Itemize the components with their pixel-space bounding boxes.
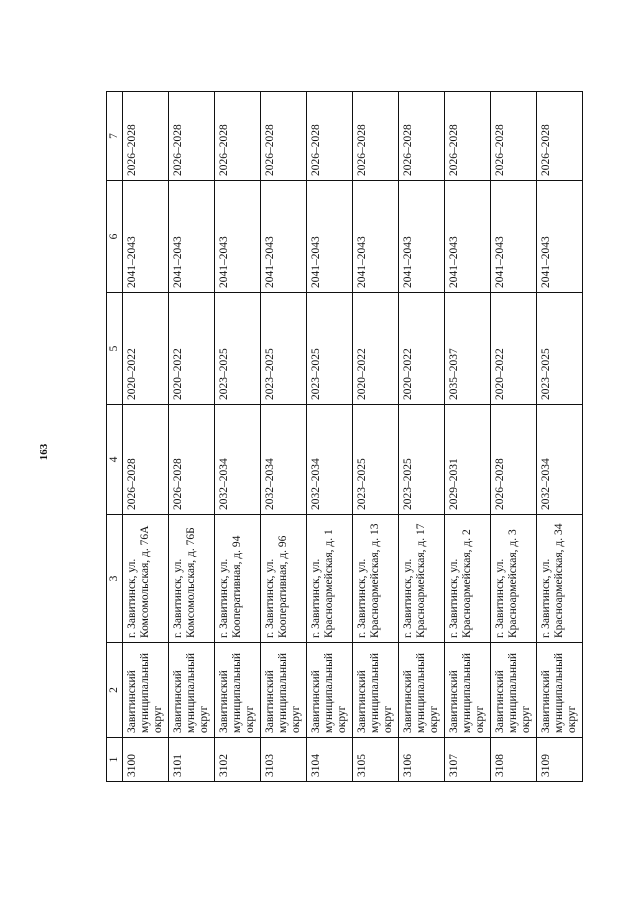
address-cell: г. Завитинск, ул. Кооперативная, д. 96 <box>261 515 307 643</box>
district-cell: Завитинский муниципальный округ <box>169 643 215 738</box>
address-cell: г. Завитинск, ул. Красноармейская, д. 3 <box>491 515 537 643</box>
address-cell: г. Завитинск, ул. Красноармейская, д. 34 <box>537 515 583 643</box>
period-cell: 2032–2034 <box>215 405 261 515</box>
district-cell: Завитинский муниципальный округ <box>307 643 353 738</box>
period-cell: 2026–2028 <box>491 405 537 515</box>
address-cell: г. Завитинск, ул. Кооперативная, д. 94 <box>215 515 261 643</box>
period-cell: 2026–2028 <box>169 405 215 515</box>
period-cell: 2041–2043 <box>215 181 261 293</box>
row-number-cell: 3107 <box>445 738 491 782</box>
period-cell: 2026–2028 <box>123 405 169 515</box>
address-cell: г. Завитинск, ул. Комсомольская, д. 76А <box>123 515 169 643</box>
table-row <box>261 92 307 782</box>
row-number-cell: 3108 <box>491 738 537 782</box>
period-cell: 2041–2043 <box>445 181 491 293</box>
table-row <box>399 92 445 782</box>
row-number-cell: 3105 <box>353 738 399 782</box>
period-cell: 2041–2043 <box>537 181 583 293</box>
period-cell: 2041–2043 <box>169 181 215 293</box>
row-number-cell: 3101 <box>169 738 215 782</box>
district-cell: Завитинский муниципальный округ <box>399 643 445 738</box>
column-header: 2 <box>107 643 123 738</box>
address-cell: г. Завитинск, ул. Красноармейская, д. 17 <box>399 515 445 643</box>
period-cell: 2041–2043 <box>399 181 445 293</box>
table-row <box>123 92 169 782</box>
period-cell: 2023–2025 <box>353 405 399 515</box>
district-cell: Завитинский муниципальный округ <box>491 643 537 738</box>
address-cell: г. Завитинск, ул. Красноармейская, д. 2 <box>445 515 491 643</box>
table-row <box>353 92 399 782</box>
column-header: 5 <box>107 293 123 405</box>
period-cell: 2020–2022 <box>123 293 169 405</box>
row-number-cell: 3103 <box>261 738 307 782</box>
period-cell: 2041–2043 <box>491 181 537 293</box>
period-cell: 2023–2025 <box>307 293 353 405</box>
period-cell: 2020–2022 <box>399 293 445 405</box>
table-rotated-wrapper <box>106 92 583 782</box>
column-header: 6 <box>107 181 123 293</box>
address-cell: г. Завитинск, ул. Красноармейская, д. 13 <box>353 515 399 643</box>
row-number-cell: 3104 <box>307 738 353 782</box>
district-cell: Завитинский муниципальный округ <box>215 643 261 738</box>
table-row <box>537 92 583 782</box>
table-row <box>307 92 353 782</box>
period-cell: 2026–2028 <box>169 92 215 181</box>
district-cell: Завитинский муниципальный округ <box>261 643 307 738</box>
period-cell: 2026–2028 <box>399 92 445 181</box>
period-cell: 2032–2034 <box>537 405 583 515</box>
district-cell: Завитинский муниципальный округ <box>537 643 583 738</box>
period-cell: 2035–2037 <box>445 293 491 405</box>
column-header: 7 <box>107 92 123 181</box>
period-cell: 2029–2031 <box>445 405 491 515</box>
period-cell: 2026–2028 <box>307 92 353 181</box>
table-row <box>215 92 261 782</box>
period-cell: 2032–2034 <box>307 405 353 515</box>
district-cell: Завитинский муниципальный округ <box>123 643 169 738</box>
page-number: 163 <box>38 443 50 461</box>
column-header: 3 <box>107 515 123 643</box>
period-cell: 2020–2022 <box>491 293 537 405</box>
period-cell: 2041–2043 <box>353 181 399 293</box>
period-cell: 2026–2028 <box>261 92 307 181</box>
header-row <box>107 92 123 782</box>
row-number-cell: 3106 <box>399 738 445 782</box>
table-row <box>169 92 215 782</box>
period-cell: 2026–2028 <box>491 92 537 181</box>
district-cell: Завитинский муниципальный округ <box>445 643 491 738</box>
period-cell: 2026–2028 <box>445 92 491 181</box>
period-cell: 2041–2043 <box>261 181 307 293</box>
address-cell: г. Завитинск, ул. Комсомольская, д. 76Б <box>169 515 215 643</box>
period-cell: 2026–2028 <box>215 92 261 181</box>
row-number-cell: 3100 <box>123 738 169 782</box>
period-cell: 2032–2034 <box>261 405 307 515</box>
period-cell: 2041–2043 <box>123 181 169 293</box>
table-row <box>491 92 537 782</box>
period-cell: 2020–2022 <box>353 293 399 405</box>
period-cell: 2023–2025 <box>215 293 261 405</box>
period-cell: 2041–2043 <box>307 181 353 293</box>
row-number-cell: 3102 <box>215 738 261 782</box>
period-cell: 2020–2022 <box>169 293 215 405</box>
period-cell: 2026–2028 <box>123 92 169 181</box>
period-cell: 2026–2028 <box>537 92 583 181</box>
period-cell: 2023–2025 <box>261 293 307 405</box>
column-header: 4 <box>107 405 123 515</box>
schedule-table <box>106 91 583 782</box>
row-number-cell: 3109 <box>537 738 583 782</box>
district-cell: Завитинский муниципальный округ <box>353 643 399 738</box>
column-header: 1 <box>107 738 123 782</box>
address-cell: г. Завитинск, ул. Красноармейская, д. 1 <box>307 515 353 643</box>
period-cell: 2023–2025 <box>399 405 445 515</box>
table-row <box>445 92 491 782</box>
period-cell: 2023–2025 <box>537 293 583 405</box>
period-cell: 2026–2028 <box>353 92 399 181</box>
